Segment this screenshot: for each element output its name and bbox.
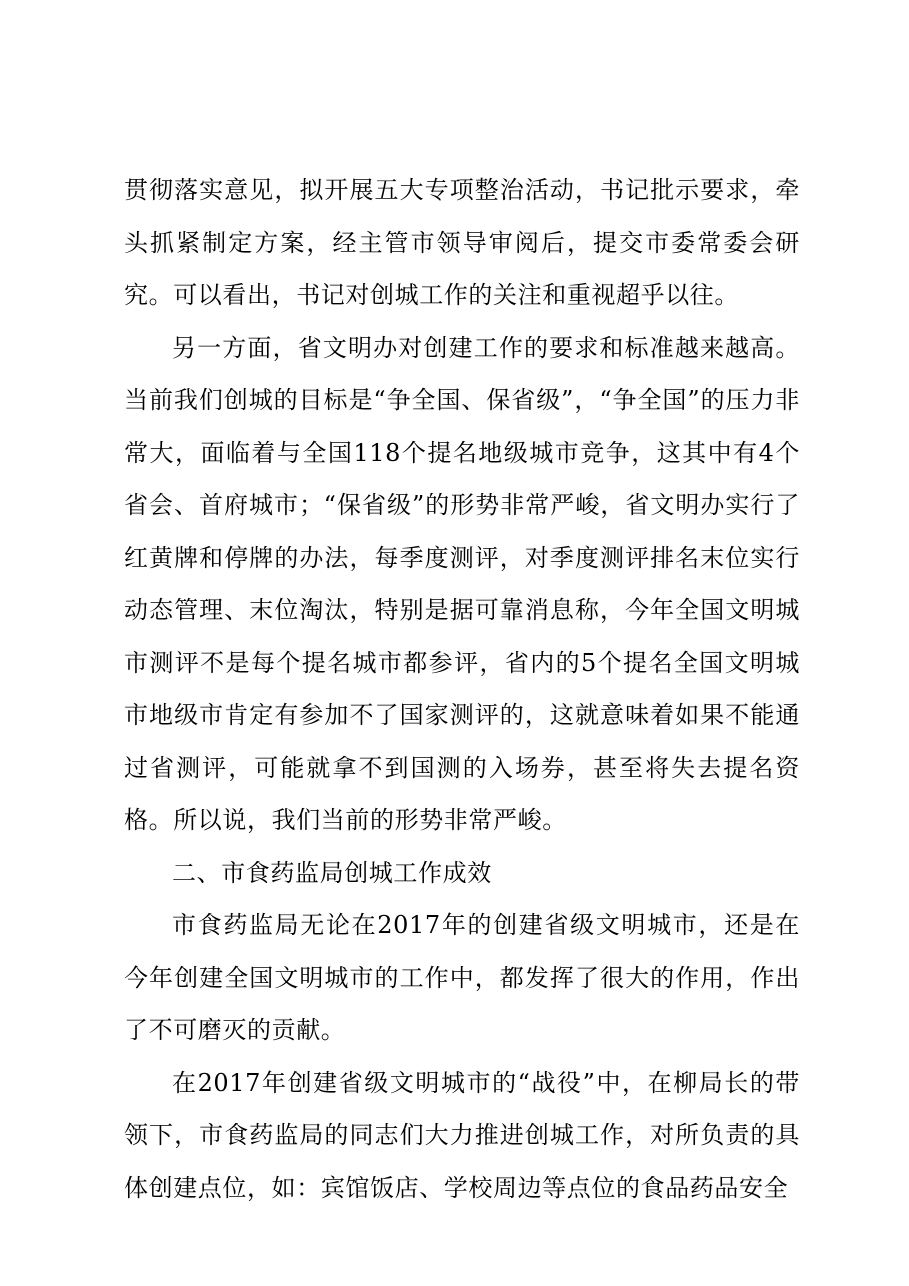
document-body xyxy=(124,164,800,1214)
paragraph-provincial-requirements: 另一方面，省文明办对创建工作的要求和标准越来越高。当前我们创城的目标是“争全国、保省级”，“争全国”的压力非常大，面临着与全国118个提名地级城市竞争，这其中有4个省会、首府城市；“保省级”的形势非常严峻，省文明办实行了红黄牌和停牌的办法，每季度测评，对季度测评排名末位实行动态管理、末位淘汰，特别是据可靠消息称，今年全国文明城市测评不是每个提名城市都参评，省内的5个提名全国文明城市地级市肯定有参加不了国家测评的，这就意味着如果不能通过省测评，可能就拿不到国测的入场券，甚至将失去提名资格。所以说，我们当前的形势非常严峻。 xyxy=(124,333,800,834)
paragraph-continuation: 贯彻落实意见，拟开展五大专项整治活动，书记批示要求，牵头抓紧制定方案，经主管市领导审阅后，提交市委常委会研究。可以看出，书记对创城工作的关注和重视超乎以往。 xyxy=(124,176,800,309)
paragraph-2017-campaign: 在2017年创建省级文明城市的“战役”中，在柳局长的带领下，市食药监局的同志们大力推进创城工作，对所负责的具体创建点位，如：宾馆饭店、学校周边等点位的食品药品安全 xyxy=(124,1068,800,1202)
paragraph-bureau-contribution: 市食药监局无论在2017年的创建省级文明城市，还是在今年创建全国文明城市的工作中，都发挥了很大的作用，作出了不可磨灭的贡献。 xyxy=(124,911,800,1044)
section-heading-achievements: 二、市食药监局创城工作成效 xyxy=(172,858,492,887)
